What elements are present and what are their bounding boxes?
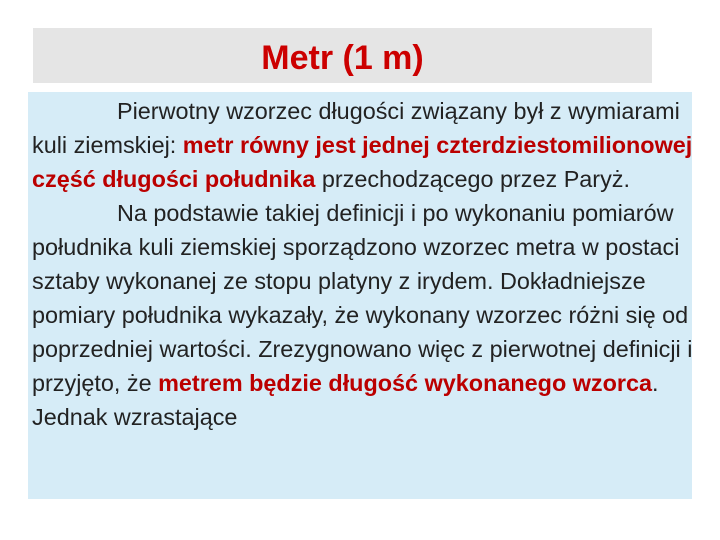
paragraph-2 (32, 196, 702, 434)
paragraph-2-text-2: . Jednak wzrastające (32, 370, 659, 430)
body-text (32, 94, 702, 434)
paragraph-1-highlight: metr równy jest jednej czterdziestomilionowej część długości południka (32, 132, 693, 192)
paragraph-1-text-1: Pierwotny wzorzec długości związany był z wymiarami kuli ziemskiej: (32, 98, 680, 158)
paragraph-2-highlight: metrem będzie długość wykonanego wzorca (158, 370, 653, 396)
paragraph-1 (32, 94, 702, 196)
paragraph-2-text-1: Na podstawie takiej definicji i po wykonaniu pomiarów południka kuli ziemskiej sporządzono wzorzec metra w postaci sztaby wykonanej ze stopu platyny z irydem. Dokładniejsze pomiary południka wykazały, że wykonany wzorzec różni się od poprzedniej wartości. Zrezygnowano więc z pierwotnej definicji i przyjęto, że (32, 200, 693, 396)
paragraph-1-text-2: przechodzącego przez Paryż. (315, 166, 630, 192)
slide-title: Metr (1 m) (261, 39, 424, 77)
title-bar (33, 28, 652, 83)
